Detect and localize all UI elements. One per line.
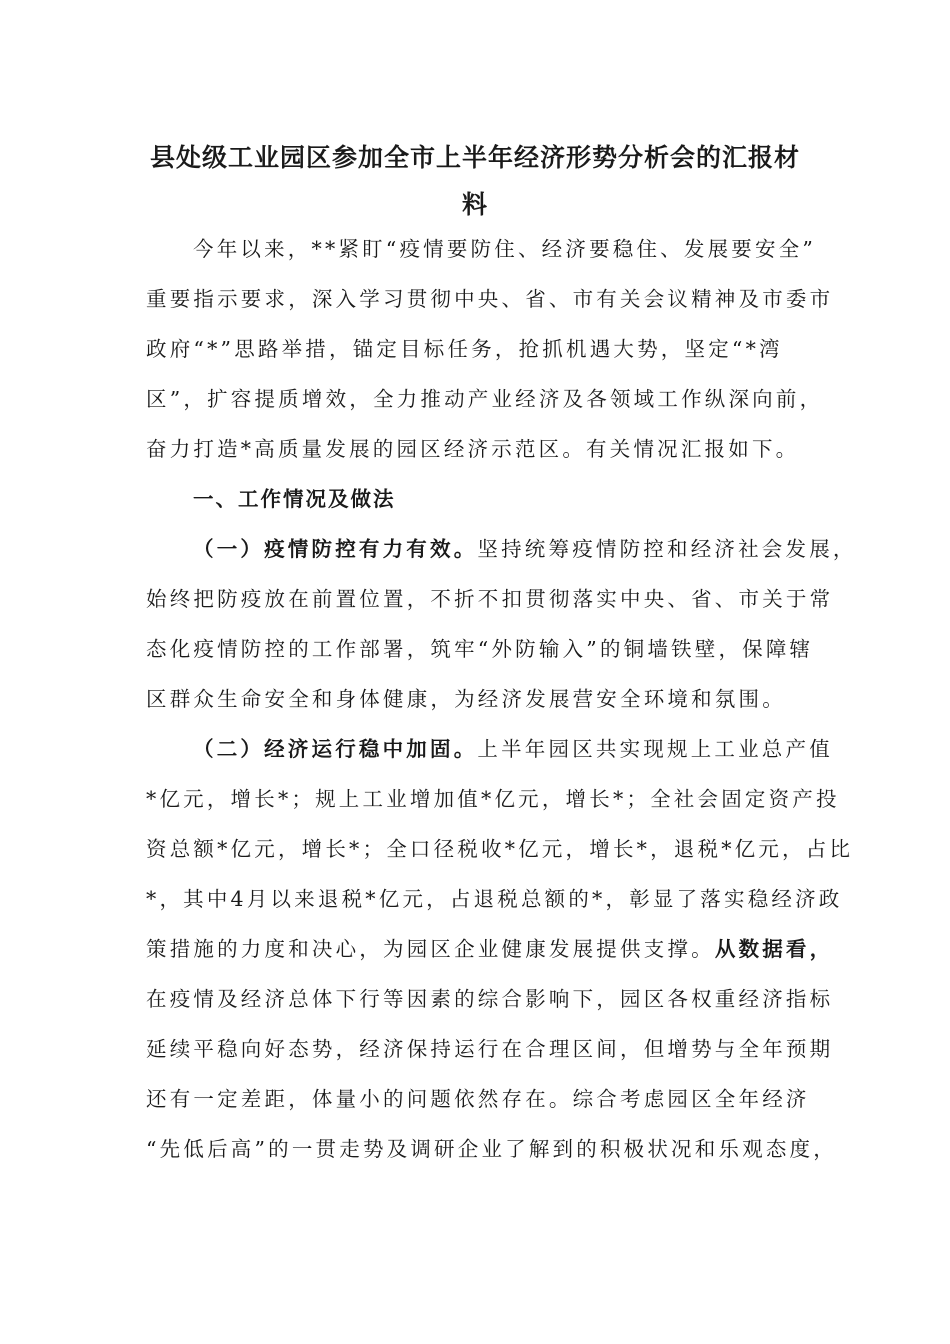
subsection2-line: 还有一定差距，体量小的问题依然存在。综合考虑园区全年经济 [146,1087,810,1111]
subsection2-emphasis: 从数据看， [714,937,834,961]
subsection2-line: *亿元，增长*；规上工业增加值*亿元，增长*；全社会固定资产投 [146,787,840,811]
subsection2-text: 策措施的力度和决心，为园区企业健康发展提供支撑。 [146,937,715,961]
document-title-line2: 料 [461,190,488,219]
subsection1-text: 坚持统筹疫情防控和经济社会发展， [477,537,857,561]
subsection1-first-line [193,534,857,564]
subsection2-first-line [193,734,833,764]
intro-paragraph-line: 政府“*”思路举措，锚定目标任务，抢抓机遇大势，坚定“*湾 [146,337,783,361]
subsection2-line: *，其中4月以来退税*亿元，占退税总额的*，彰显了落实稳经济政 [146,887,843,911]
subsection1-line: 始终把防疫放在前置位置，不折不扣贯彻落实中央、省、市关于常 [146,587,834,611]
subsection2-line: “先低后高”的一贯走势及调研企业了解到的积极状况和乐观态度， [146,1137,837,1161]
subsection2-line [146,934,834,964]
subsection2-line: 资总额*亿元，增长*；全口径税收*亿元，增长*，退税*亿元，占比 [146,837,854,861]
section-heading: 一、工作情况及做法 [193,487,396,511]
document-title-line1: 县处级工业园区参加全市上半年经济形势分析会的汇报材 [149,143,800,172]
intro-paragraph-line: 今年以来，**紧盯“疫情要防住、经济要稳住、发展要安全” [193,237,817,261]
subsection1-line: 态化疫情防控的工作部署，筑牢“外防输入”的铜墙铁壁，保障辖 [146,637,814,661]
intro-paragraph-line: 奋力打造*高质量发展的园区经济示范区。有关情况汇报如下。 [146,437,800,461]
subsection1-line: 区群众生命安全和身体健康，为经济发展营安全环境和氛围。 [146,687,786,711]
subsection2-line: 延续平稳向好态势，经济保持运行在合理区间，但增势与全年预期 [146,1037,834,1061]
intro-paragraph-line: 重要指示要求，深入学习贯彻中央、省、市有关会议精神及市委市 [146,287,834,311]
intro-paragraph-line: 区”，扩容提质增效，全力推动产业经济及各领域工作纵深向前， [146,387,824,411]
subsection2-text: 上半年园区共实现规上工业总产值 [477,737,833,761]
subsection2-line: 在疫情及经济总体下行等因素的综合影响下，园区各权重经济指标 [146,987,834,1011]
subsection1-heading: （一）疫情防控有力有效。 [193,537,478,561]
subsection2-heading: （二）经济运行稳中加固。 [193,737,478,761]
